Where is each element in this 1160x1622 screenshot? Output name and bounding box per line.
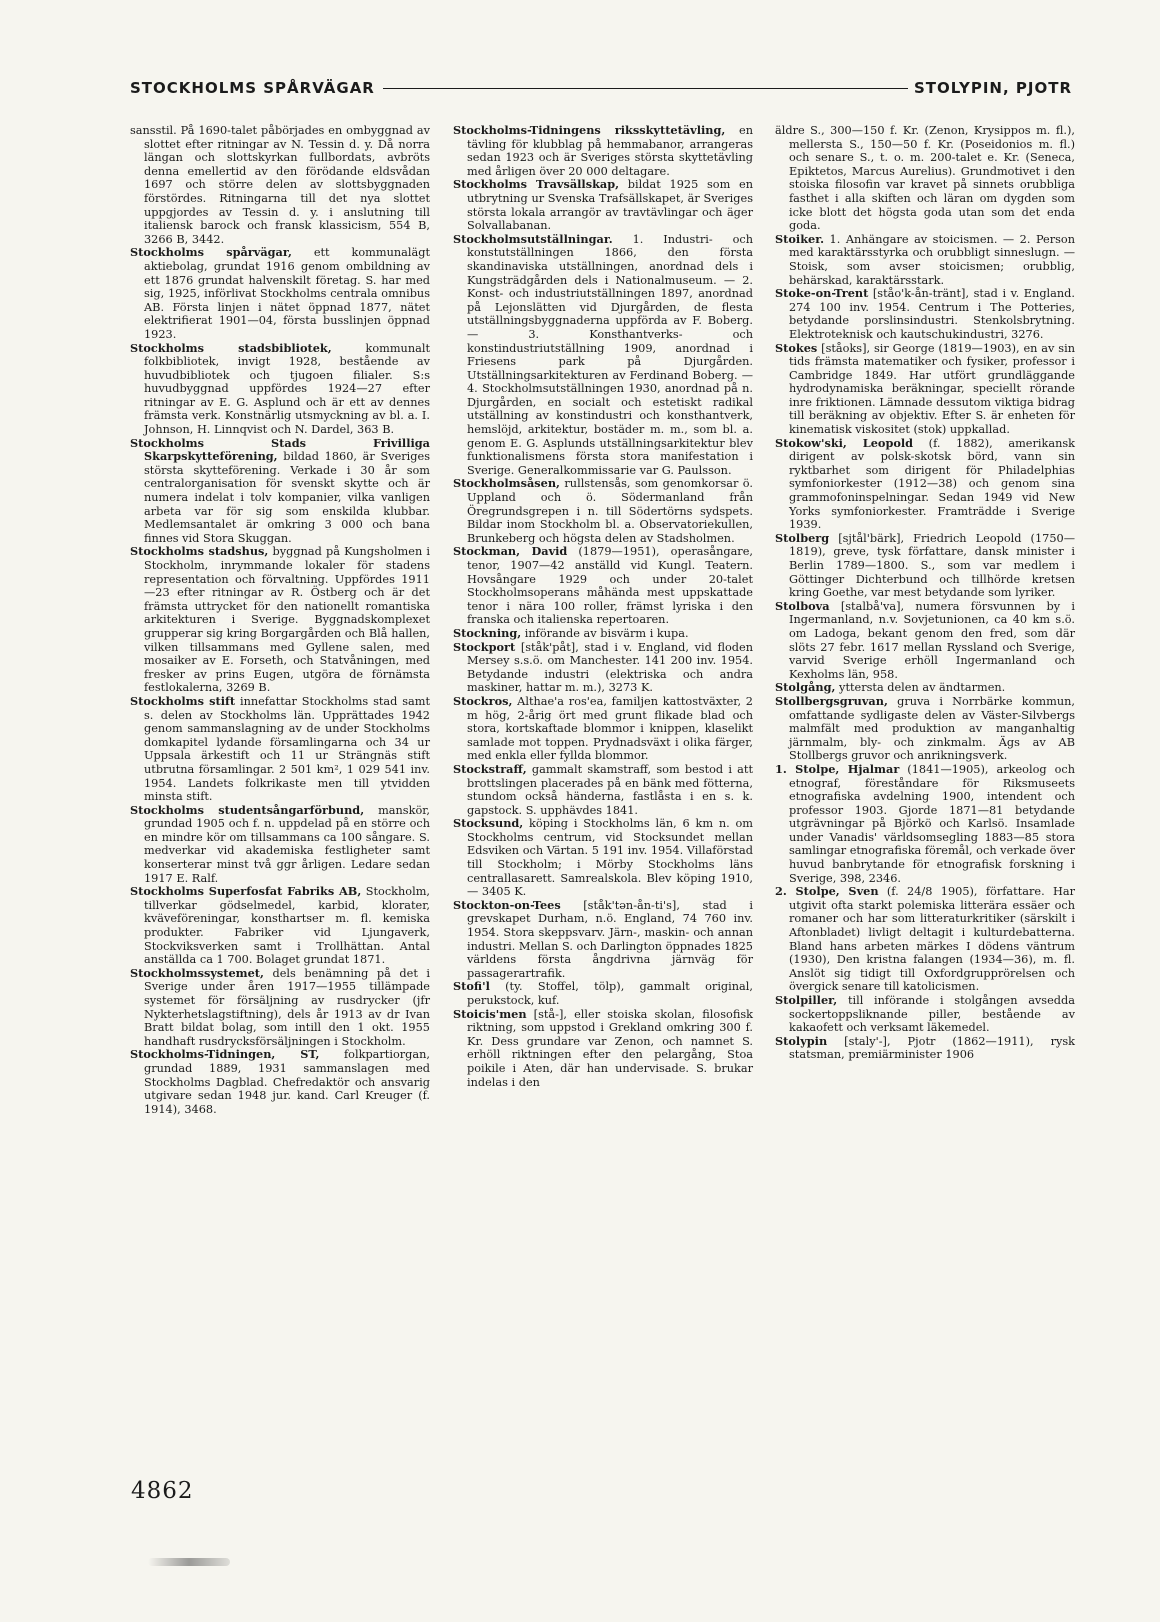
dictionary-entry [453, 1008, 753, 1090]
entry-headword: Stockholmssystemet, [130, 965, 264, 980]
dictionary-entry [775, 124, 1075, 233]
entry-text: bildat 1925 som en utbrytning ur Svenska Trafsällskapet, är Sveriges största lokala arrangör av travtävlingar och äger Solvallabanan. [467, 178, 753, 233]
dictionary-entry [130, 967, 430, 1049]
dictionary-entry [130, 124, 430, 246]
entry-text: (1841—1905), arkeolog och etnograf, föreståndare för Riksmuseets etnografiska avdelning 1900, intendent och professor 1903. Gjorde 1871—81 betydande utgrävningar på Björkö och Karlsö. Insamlade under Vanadis' världsomsegling 1883—85 stora samlingar etnografiska föremål, och verkade över huvud banbrytande för etnografisk forskning i Sverige, 398, 2346. [789, 762, 1076, 885]
entry-text: byggnad på Kungsholmen i Stockholm, inrymmande lokaler för stadens representation och förvaltning. Uppfördes 1911—23 efter ritningar av R. Östberg och är det främsta uttrycket för den nationellt romantiska arkitekturen i Sverige. Byggnadskomplexet grupperar sig kring Borgargården och Blå hallen, vilken tillsammans med Gyllene salen, med mosaiker av E. Forseth, och Statvåningen, med fresker av prins Eugen, utgöra de förnämsta festlokalerna, 3269 B. [144, 545, 430, 695]
column-2 [453, 124, 753, 1089]
entry-text: gruva i Norrbärke kommun, omfattande sydligaste delen av Väster-Silvbergs malmfält med produktion av manganhaltig järnmalm, bly- och zinkmalm. Ägs av AB Stollbergs gruvor och anrikningsverk. [789, 694, 1075, 763]
entry-text: 1. Anhängare av stoicismen. — 2. Person med karaktärsstyrka och orubbligt sinneslugn. — Stoisk, som avser stoicismen; orubblig, behärskad, karaktärsstark. [789, 232, 1075, 287]
column-3 [775, 124, 1075, 1062]
entry-text: (1879—1951), operasångare, tenor, 1907—42 anställd vid Kungl. Teatern. Hovsångare 1929 och under 20-talet Stockholmsoperans måhända mest uppskattade tenor i nära 100 roller, främst lyriska i den franska och italienska repertoaren. [467, 545, 753, 627]
dictionary-entry [775, 994, 1075, 1035]
running-head-rule [383, 88, 908, 89]
dictionary-entry [453, 817, 753, 899]
dictionary-entry [775, 681, 1075, 695]
entry-headword: Stolberg [775, 530, 830, 545]
entry-text: införande av bisvärm i kupa. [521, 626, 689, 640]
entry-headword: Stockholms stadsbibliotek, [130, 340, 332, 355]
entry-text: gammalt skamstraff, som bestod i att brottslingen placerades på en bänk med fötterna, stundom också händerna, fastlåsta i en s. k. gapstock. S. upphävdes 1841. [467, 762, 753, 817]
entry-headword: Stockning, [453, 625, 522, 640]
entry-headword: Stockport [453, 639, 516, 654]
entry-headword: Stockholmsutställningar. [453, 231, 613, 246]
entry-text: [stalbå'va], numera försvunnen by i Ingermanland, n.v. Sovjetunionen, ca 40 km s.ö. om Ladoga, bekant genom den fred, som där slöts 27 febr. 1617 mellan Ryssland och Sverige, varvid Sverige erhöll Ingermanland och Kexholms län, 958. [789, 599, 1075, 681]
dictionary-entry [775, 885, 1075, 994]
entry-headword: 1. Stolpe, Hjalmar [775, 761, 900, 776]
entry-text: rullstensås, som genomkorsar ö. Uppland och ö. Södermanland från Öregrundsgrepen i n. till Södertörns sydspets. Bildar inom Stockholm bl. a. Observatoriekullen, Brunkeberg och högsta delen av Stadsholmen. [467, 477, 753, 545]
entry-text: dels benämning på det i Sverige under åren 1917—1955 tillämpade systemet för försäljning av rusdrycker (jfr Nykterhetslagstiftning), dels år 1913 av dr Ivan Bratt bildat bolag, som intill den 1 okt. 1955 handhaft rusdrycksförsäljningen i Stockholm. [144, 966, 430, 1048]
entry-text: (f. 24/8 1905), författare. Har utgivit ofta starkt polemiska litterära essäer och romaner och har som litteraturkritiker (särskilt i Aftonbladet) livligt deltagit i kulturdebatterna. Bland hans arbeten märkes I dödens väntrum (1930), Den kristna falangen (1934—36), m. fl. Anslöt sig tidigt till Oxfordgrupprörelsen och övergick senare till katolicismen. [789, 885, 1075, 994]
dictionary-entry [775, 695, 1075, 763]
entry-headword: Stolbova [775, 598, 830, 613]
entry-headword: Stockholms spårvägar, [130, 245, 292, 260]
entry-text: äldre S., 300—150 f. Kr. (Zenon, Krysippos m. fl.), mellersta S., 150—50 f. Kr. (Poseidonios m. fl.) och senare S., t. o. m. 200-talet e. Kr. (Seneca, Epiktetos, Marcus Aurelius). Grundmotivet i den stoiska filosofin var kravet på sinnets orubbliga fasthet i alla skiften och läran om dygden som icke blott det högsta goda utan som det enda goda. [775, 124, 1075, 233]
entry-headword: Stockholms-Tidningens riksskyttetävling, [453, 123, 726, 137]
entry-headword: Stockholms Travsällskap, [453, 177, 620, 192]
dictionary-entry [453, 233, 753, 478]
entry-text: innefattar Stockholms stad samt s. delen av Stockholms län. Upprättades 1942 genom sammanslagning av de under Stockholms domkapitel lydande församlingarna och 34 ur Uppsala ärkestift och 11 ur Strängnäs stift utbrutna församlingar. 2 501 km², 1 029 541 inv. 1954. Landets folkrikaste men till ytvidden minsta stift. [144, 694, 430, 804]
entry-text: en tävling för klubblag på hemmabanor, arrangeras sedan 1923 och är Sveriges största skyttetävling med årligen över 20 000 deltagare. [467, 124, 753, 178]
entry-headword: Stocksund, [453, 816, 524, 831]
dictionary-entry [130, 437, 430, 546]
entry-headword: Stokow'ski, Leopold [775, 435, 914, 450]
dictionary-entry [775, 1035, 1075, 1062]
running-head [130, 76, 1072, 100]
entry-headword: Stockholms studentsångarförbund, [130, 802, 365, 817]
entry-headword: Stockman, David [453, 544, 568, 559]
entry-headword: Stockstraff, [453, 761, 527, 776]
entry-headword: Stolypin [775, 1033, 828, 1048]
dictionary-entry [453, 980, 753, 1007]
entry-headword: Stockholms-Tidningen, ST, [130, 1047, 320, 1062]
dictionary-entry [453, 763, 753, 817]
entry-headword: Stofi'l [453, 979, 490, 994]
entry-text: [ståk'påt], stad i v. England, vid floden Mersey s.s.ö. om Manchester. 141 200 inv. 1954. Betydande industri (elektriska och andra maskiner, hattar m. m.), 3273 K. [467, 640, 753, 695]
column-1 [130, 124, 430, 1116]
print-smudge [148, 1558, 230, 1566]
dictionary-entry [775, 532, 1075, 600]
entry-text: Althae'a ros'ea, familjen kattostväxter, 2 m hög, 2-årig ört med grunt flikade blad och stora, kortskaftade blommor i knippen, klaselikt samlade mot toppen. Prydnadsväxt i olika färger, med enkla eller fyllda blommor. [467, 694, 753, 763]
entry-headword: 2. Stolpe, Sven [775, 884, 879, 899]
entry-text: [ståoks], sir George (1819—1903), en av sin tids främsta matematiker och fysiker, professor i Cambridge 1849. Har utfört grundläggande hydrodynamiska beräkningar, speciellt rörande inre friktionen. Lämnade dessutom viktiga bidrag till beräkning av objektiv. Efter S. är enheten för kinematisk viskositet (stok) uppkallad. [789, 341, 1075, 437]
entry-text: [ståo'k-ån-tränt], stad i v. England. 274 100 inv. 1954. Centrum i The Potteries, betydande porslinsindustri. Stenkolsbrytning. Elektroteknisk och kautschukindustri, 3276. [789, 287, 1075, 341]
entry-text: sansstil. På 1690-talet påbörjades en ombyggnad av slottet efter ritningar av N. Tessin d. y. Då norra längan och slottskyrkan fullbordats, avbröts denna emellertid av den förödande eldsvådan 1697 och större delen av slottsbyggnaden förstördes. Ritningarna till det nya slottet uppgjordes av Tessin d. y. i anslutning till italiensk barock och fransk klassicism, 554 B, 3266 B, 3442. [130, 124, 430, 246]
entry-text: ett kommunalägt aktiebolag, grundat 1916 genom ombildning av ett 1876 grundat halvenskilt företag. S. har med sig, 1925, införlivat Stockholms centrala omnibus AB. Första linjen i nätet öppnad 1877, nätet elektrifierat 1901—04, första busslinjen öppnad 1923. [144, 246, 430, 341]
entry-headword: Stolpiller, [775, 993, 838, 1007]
dictionary-entry [130, 804, 430, 886]
entry-text: till införande i stolgången avsedda sockertoppsliknande piller, bestående av kakaofett och verksamt läkemedel. [789, 994, 1075, 1035]
entry-headword: Stollbergsgruvan, [775, 693, 888, 708]
dictionary-entry [775, 600, 1075, 682]
running-head-left: STOCKHOLMS SPÅRVÄGAR [130, 79, 375, 97]
entry-text: bildad 1860, är Sveriges största skytteförening. Verkade i 30 år som centralorganisation för svenskt skytte och är numera indelat i tolv kompanier, vilka vanligen arbeta var för sig som enskilda klubbar. Medlemsantalet är omkring 3 000 och bana finnes vid Stora Skuggan. [144, 450, 430, 545]
dictionary-entry [775, 763, 1075, 885]
dictionary-entry [130, 885, 430, 967]
entry-headword: Stockholms Stads Frivilliga Skarpskytteförening, [130, 435, 430, 464]
dictionary-entry [775, 233, 1075, 287]
entry-text: folkpartiorgan, grundad 1889, 1931 sammanslagen med Stockholms Dagblad. Chefredaktör och ansvarig utgivare sedan 1948 jur. kand. Carl Kreuger (f. 1914), 3468. [144, 1048, 430, 1116]
dictionary-entry [130, 545, 430, 695]
entry-headword: Stoke-on-Trent [775, 286, 869, 301]
dictionary-entry [775, 342, 1075, 437]
dictionary-entry [775, 437, 1075, 532]
entry-headword: Stockholmsåsen, [453, 476, 560, 491]
entry-text: manskör, grundad 1905 och f. n. uppdelad på en större och en mindre kör om tillsammans ca 100 sångare. S. medverkar vid akademiska festligheter samt konserterar minst två ggr årligen. Ledare sedan 1917 E. Ralf. [144, 803, 430, 885]
dictionary-entry [453, 899, 753, 981]
entry-headword: Stockton-on-Tees [453, 897, 561, 912]
running-head-right: STOLYPIN, PJOTR [913, 79, 1072, 97]
entry-headword: Stockholms stift [130, 693, 236, 708]
entry-headword: Stoicis'men [453, 1006, 527, 1021]
dictionary-entry [453, 178, 753, 232]
entry-headword: Stockholms stadshus, [130, 544, 269, 559]
entry-text: Stockholm, tillverkar gödselmedel, karbid, klorater, kväveföreningar, konsthartser m. fl. kemiska produkter. Fabriker vid Ljungaverk, Stockviksverken samt i Trollhättan. Antal anställda ca 1 700. Bolaget grundat 1871. [144, 885, 430, 967]
dictionary-entry [453, 545, 753, 627]
entry-text: yttersta delen av ändtarmen. [835, 681, 1006, 695]
entry-headword: Stockholms Superfosfat Fabriks AB, [130, 884, 362, 899]
entry-text: [stå-], eller stoiska skolan, filosofisk riktning, som uppstod i Grekland omkring 300 f. Kr. Dess grundare var Zenon, och namnet S. erhöll riktningen efter den pelargång, Stoa poikile i Aten, där han undervisade. S. brukar indelas i den [467, 1007, 753, 1089]
entry-headword: Stoiker. [775, 231, 825, 246]
dictionary-entry [775, 287, 1075, 341]
entry-text: köping i Stockholms län, 6 km n. om Stockholms centrum, vid Stocksundet mellan Edsviken och Värtan. 5 191 inv. 1954. Villaförstad till Stockholm; i Mörby Stockholms läns centrallasarett. Samrealskola. Blev köping 1910, — 3405 K. [467, 817, 753, 899]
dictionary-entry [130, 695, 430, 804]
entry-headword: Stockros, [453, 693, 513, 708]
entry-text: 1. Industri- och konstutställningen 1866, den första skandinaviska utställningen, anordnad dels i Kungsträdgården dels i Nationalmuseum. — 2. Konst- och industriutställningen 1897, anordnad på Lejonslätten vid Djurgården, de flesta utställningsbyggnaderna uppförda av F. Boberg. — 3. Konsthantverks- och konstindustriutställning 1909, anordnad i Friesens park på Djurgården. Utställningsarkitekturen av Ferdinand Boberg. — 4. Stockholmsutställningen 1930, anordnad på n. Djurgården, en socialt och estetiskt radikal utställning av konstindustri och konsthantverk, hemslöjd, arkitektur, bostäder m. m., som bl. a. genom E. G. Asplunds utställningsarkitektur blev funktionalismens första stora manifestation i Sverige. Generalkommissarie var G. Paulsson. [467, 232, 753, 477]
dictionary-entry [453, 477, 753, 545]
dictionary-entry [453, 124, 753, 178]
entry-text: (f. 1882), amerikansk dirigent av polsk-skotsk börd, vann sin ryktbarhet som dirigent för Philadelphias symfoniorkester (1912—38) och genom sina grammofoninspelningar. Sedan 1949 vid New Yorks symfoniorkester. Framträdde i Sverige 1939. [789, 436, 1076, 532]
entry-text: [ståk'tən-ån-ti's], stad i grevskapet Durham, n.ö. England, 74 760 inv. 1954. Stora skeppsvarv. Järn-, maskin- och annan industri. Mellan S. och Darlington öppnades 1825 världens första ångdrivna järnväg för passagerartrafik. [467, 898, 753, 980]
page-number: 4862 [131, 1478, 194, 1504]
entry-headword: Stolgång, [775, 680, 836, 695]
entry-text: [sjtål'bärk], Friedrich Leopold (1750—1819), greve, tysk författare, dansk minister i Berlin 1789—1800. S., som var medlem i Göttinger Dichterbund och tillhörde kretsen kring Goethe, var mest betydande som lyriker. [789, 531, 1075, 600]
dictionary-entry [130, 246, 430, 341]
entry-text: (ty. Stoffel, tölp), gammalt original, perukstock, kuf. [467, 980, 753, 1007]
entry-text: [staly'-], Pjotr (1862—1911), rysk statsman, premiärminister 1906 [789, 1034, 1075, 1062]
dictionary-entry [453, 627, 753, 641]
dictionary-entry [130, 1048, 430, 1116]
dictionary-entry [453, 695, 753, 763]
entry-text: kommunalt folkbibliotek, invigt 1928, bestående av huvudbibliotek och tjugoen filialer. S:s huvudbyggnad uppfördes 1924—27 efter ritningar av E. G. Asplund och är ett av dennes främsta verk. Konstnärlig utsmyckning av bl. a. I. Johnson, H. Linnqvist och N. Dardel, 363 B. [144, 341, 430, 437]
entry-headword: Stokes [775, 340, 818, 355]
dictionary-entry [453, 641, 753, 695]
dictionary-entry [130, 342, 430, 437]
